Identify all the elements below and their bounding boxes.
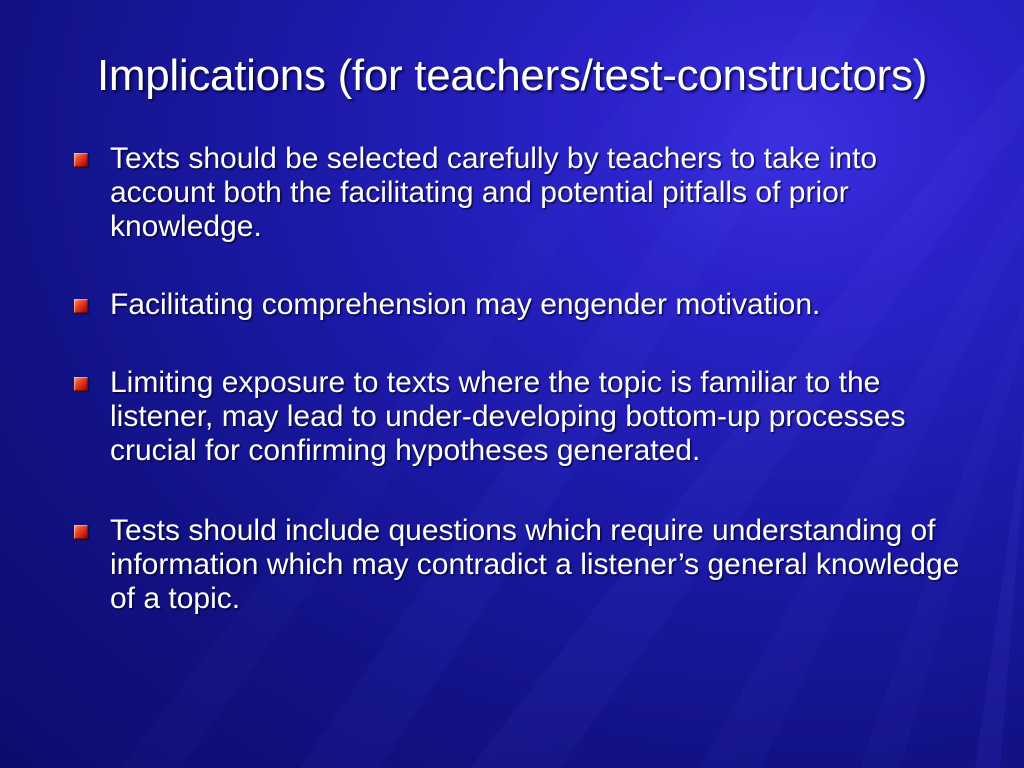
square-bullet-icon [74,377,88,391]
bullet-text: Facilitating comprehension may engender motivation. [110,288,821,321]
bullet-item [70,288,970,322]
square-bullet-icon [74,525,88,539]
square-bullet-icon [74,299,88,313]
bullet-item [70,142,970,244]
bullet-text: Limiting exposure to texts where the topic is familiar to the listener, may lead to under-developing bottom-up processes crucial for confirming hypotheses generated. [110,366,906,467]
bullet-text: Tests should include questions which require understanding of information which may contradict a listener’s general knowledge of a topic. [110,514,960,615]
bullet-list [70,142,970,660]
slide-title: Implications (for teachers/test-constructors) [96,51,928,100]
bullet-item [70,366,970,468]
bullet-text: Texts should be selected carefully by teachers to take into account both the facilitating and potential pitfalls of prior knowledge. [110,142,878,243]
bullet-item [70,514,970,616]
square-bullet-icon [74,153,88,167]
